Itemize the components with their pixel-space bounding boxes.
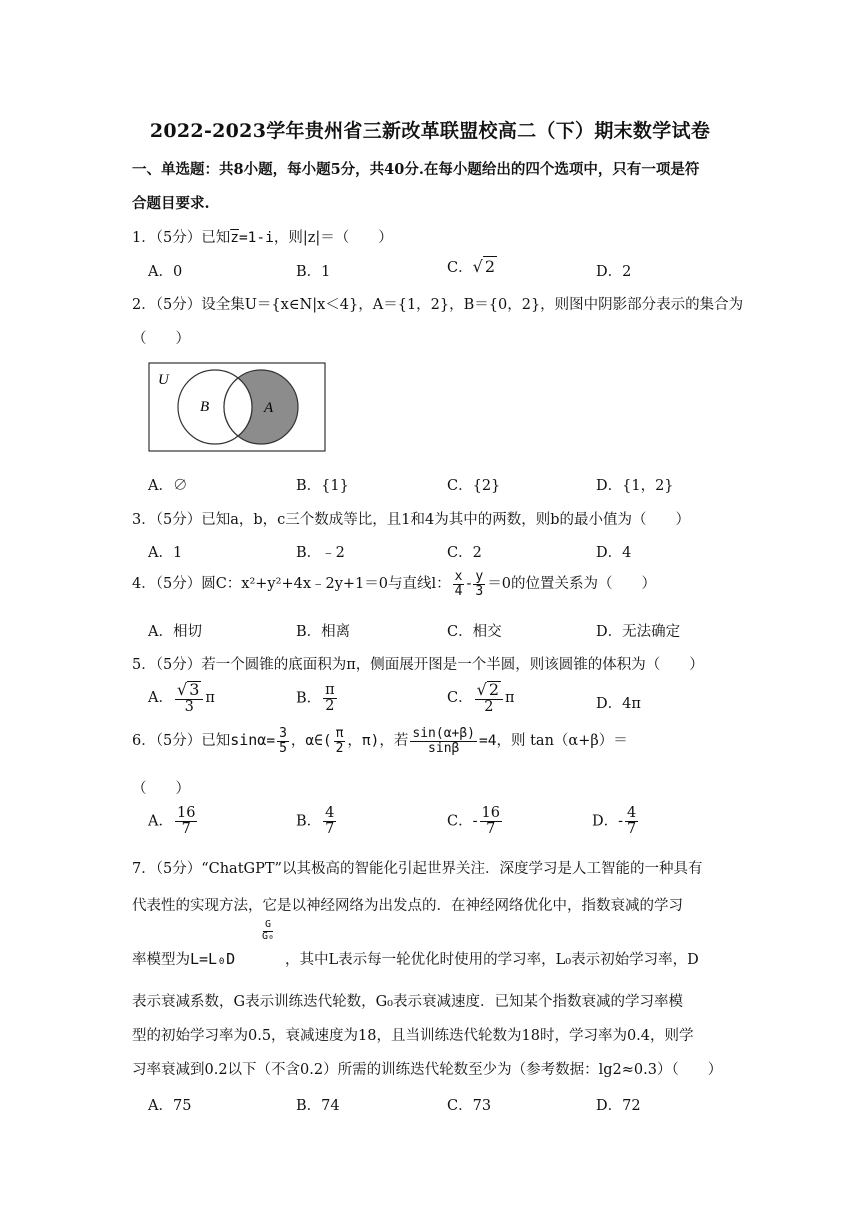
q7-option-d: D．72	[596, 1098, 641, 1114]
q6-sin-alpha: sinα	[230, 731, 267, 750]
q5-option-a: A． √ 3 3 π	[148, 680, 215, 716]
question-5: 5．（5分）若一个圆锥的底面积为π，侧面展开图是一个半圆，则该圆锥的体积为（ ）	[132, 657, 704, 673]
q4-minus: -	[466, 576, 472, 593]
venn-label-a: A	[264, 400, 274, 416]
q5-option-a-fraction: √ 3 3	[175, 681, 203, 715]
q4-option-d: D．无法确定	[596, 624, 681, 640]
question-4	[132, 570, 656, 598]
q5-option-b: B． $\frac{\pi}{2}$	[296, 682, 335, 715]
question-6-line1: 6．（5分）已知sinα= $\frac{3}{5}$ ，α∈( $\frac{\pi}{2}$ ，π)，若 $\frac{\sin(\alpha+\beta)}{\sin\beta}$ =4，则 tan（α+β）＝	[132, 726, 628, 756]
q4-suffix: ＝0的位置关系为（ ）	[487, 576, 656, 593]
q6-fraction-sin: $\frac{\sin(\alpha+\beta)}{\sin\beta}$	[412, 726, 476, 756]
question-7-line2: 代表性的实现方法，它是以神经网络为出发点的．在神经网络优化中，指数衰减的学习	[132, 898, 683, 914]
q2-option-d: D．{1，2}	[596, 478, 674, 494]
q1-option-d: D．2	[596, 264, 632, 280]
question-3: 3．（5分）已知a，b，c三个数成等比，且1和4为其中的两数，则b的最小值为（ ）	[132, 512, 690, 528]
q1-option-c-radicand: 2	[484, 257, 495, 276]
q3-option-d: D．4	[596, 545, 632, 561]
venn-label-u: U	[158, 372, 169, 388]
q4-option-a: A．相切	[148, 624, 202, 640]
q2-option-c: C．{2}	[447, 478, 501, 494]
q1-option-c-label: C．	[447, 260, 473, 276]
q4-fraction-y: $\frac{y}{3}$	[475, 569, 484, 599]
q7-exponent: G G₀	[262, 919, 275, 942]
page-title: 2022-2023学年贵州省三新改革联盟校高二（下）期末数学试卷	[149, 120, 711, 142]
q6-option-c: C．- $\frac{16}{7}$	[447, 805, 500, 838]
q2-option-a: A．∅	[148, 478, 188, 494]
q5-option-c: C． √ 2 2 π	[447, 680, 515, 716]
q6-option-d: D．- $\frac{4}{7}$	[592, 805, 637, 838]
q4-prefix: 4．（5分）圆C：x²+y²+4x﹣2y+1＝0与直线l：	[132, 576, 451, 593]
q5-option-c-fraction: √ 2 2	[475, 681, 503, 715]
q4-fraction-x: $\frac{x}{4}$	[454, 569, 463, 599]
q3-option-b: B．﹣2	[296, 545, 345, 561]
question-2-line2: （ ）	[132, 331, 190, 347]
q6-fraction-3-5: $\frac{3}{5}$	[279, 726, 287, 756]
q4-option-c: C．相交	[447, 624, 502, 640]
q7-formula: L=L₀D	[190, 950, 236, 968]
question-7-line5: 型的初始学习率为0.5，衰减速度为18，且当训练迭代轮数为18时，学习率为0.4，则学	[132, 1028, 694, 1044]
sqrt-symbol: √ 2	[476, 680, 499, 699]
q3-option-a: A．1	[148, 545, 183, 561]
q5-option-d: D．4π	[596, 696, 641, 712]
question-7-line4: 表示衰减系数，G表示训练迭代轮数，G₀表示衰减速度．已知某个指数衰减的学习率模	[132, 994, 683, 1010]
question-7-line6: 习率衰减到0.2以下（不含0.2）所需的训练迭代轮数至少为（参考数据：lg2≈0.3）（ ）	[132, 1062, 723, 1078]
q4-option-b: B．相离	[296, 624, 351, 640]
venn-label-b: B	[200, 399, 210, 415]
question-7-line3b: ，其中L表示每一轮优化时使用的学习率，L₀表示初始学习率，D	[285, 952, 699, 968]
q1-eq: =1-i	[238, 230, 274, 246]
q7-option-b: B．74	[296, 1098, 340, 1114]
q2-option-b: B．{1}	[296, 478, 349, 494]
venn-diagram	[148, 360, 328, 455]
question-7-line1: 7．（5分）“ChatGPT”以其极高的智能化引起世界关注．深度学习是人工智能的一种具有	[132, 861, 703, 877]
sqrt-symbol: √ 2	[472, 257, 495, 276]
question-1	[132, 226, 393, 247]
question-2-line1: 2．（5分）设全集U＝{x∈N|x＜4}，A＝{1，2}，B＝{0，2}，则图中阴影部分表示的集合为	[132, 297, 744, 313]
q6-fraction-pi-2: $\frac{\pi}{2}$	[335, 726, 344, 756]
q1-prefix: 1．（5分）已知	[132, 230, 231, 246]
q7-option-c: C．73	[447, 1098, 492, 1114]
section-heading-line1: 一、单选题：共8小题，每小题5分，共40分.在每小题给出的四个选项中，只有一项是符	[132, 161, 700, 178]
q1-option-b: B．1	[296, 264, 331, 280]
q6-option-a: A． $\frac{16}{7}$	[148, 805, 196, 838]
q6-option-b: B． $\frac{4}{7}$	[296, 805, 335, 838]
question-6-line2: （ ）	[132, 781, 190, 797]
q3-option-c: C．2	[447, 545, 482, 561]
question-7-line3: 率模型为L=L₀D	[132, 950, 236, 968]
sqrt-symbol: √ 3	[176, 680, 200, 699]
q1-option-a: A．0	[148, 264, 183, 280]
q1-option-c	[447, 256, 497, 277]
q1-suffix: ，则|z|＝（ ）	[273, 230, 393, 246]
q1-zbar: $\overline{z}$	[230, 230, 239, 246]
q5-option-b-fraction: $\frac{\pi}{2}$	[325, 682, 335, 715]
q7-option-a: A．75	[148, 1098, 192, 1114]
section-heading-line2: 合题目要求.	[132, 195, 210, 212]
